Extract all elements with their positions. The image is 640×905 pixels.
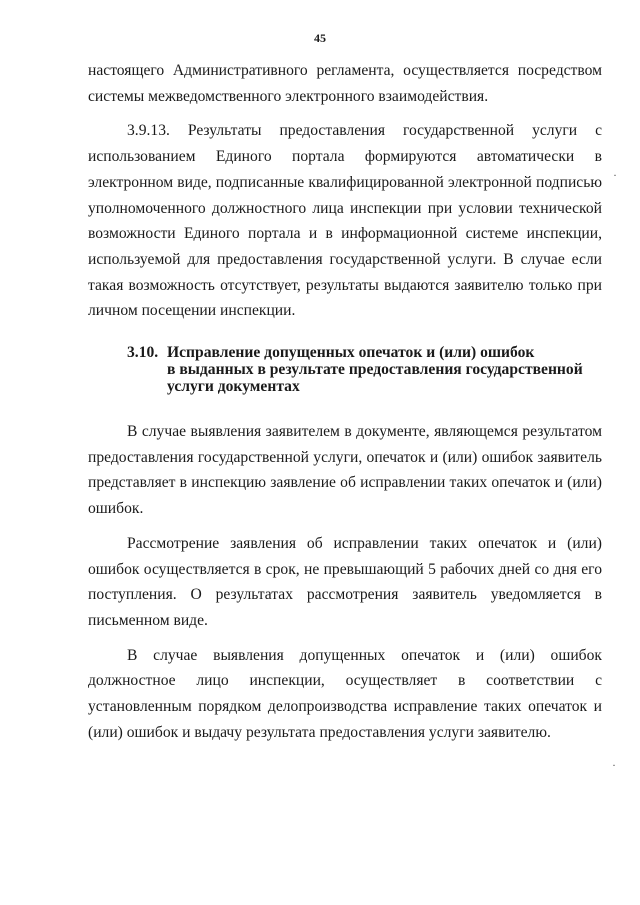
section-heading [88, 344, 602, 395]
paragraph-correction: В случае выявления допущенных опечаток и (или) ошибок должностное лицо инспекции, осуществляет в соответствии с установленным порядком делопроизводства исправление таких опечаток и (или) ошибок и выдачу результата предоставления услуги заявителю. [88, 646, 602, 741]
section-title [167, 344, 602, 395]
paragraph-errors-application: В случае выявления заявителем в документе, являющемся результатом предоставления государственной услуги, опечаток и (или) ошибок заявитель представляет в инспекцию заявление об исправлении таких опечаток и (или) ошибок. [88, 423, 602, 518]
section-title-line: в выданных в результате предоставления государственной [167, 361, 583, 379]
section-number: 3.10. [127, 344, 159, 362]
section-title-line: Исправление допущенных опечаток и (или) ошибок [167, 344, 535, 362]
section-title-line: услуги документах [167, 378, 300, 396]
page-number: 45 [314, 31, 326, 45]
paragraph-continuation: настоящего Административного регламента, осуществляется посредством системы межведомственного электронного взаимодействия. [88, 62, 602, 105]
scan-mark: · [612, 758, 616, 772]
paragraph-review-term: Рассмотрение заявления об исправлении таких опечаток и (или) ошибок осуществляется в срок, не превышающий 5 рабочих дней со дня его поступления. О результатах рассмотрения заявитель уведомляется в письменном виде. [88, 534, 602, 629]
paragraph-3-9-13: 3.9.13. Результаты предоставления государственной услуги с использованием Единого портала формируются автоматически в электронном виде, подписанные квалифицированной электронной подписью уполномоченного должностного лица инспекции при условии технической возможности Единого портала и в информационной системе инспекции, используемой для предоставления государственной услуги. В случае если такая возможность отсутствует, результаты выдаются заявителю только при личном посещении инспекции. [88, 122, 602, 320]
scan-mark: · [613, 168, 617, 182]
document-body [88, 58, 602, 745]
